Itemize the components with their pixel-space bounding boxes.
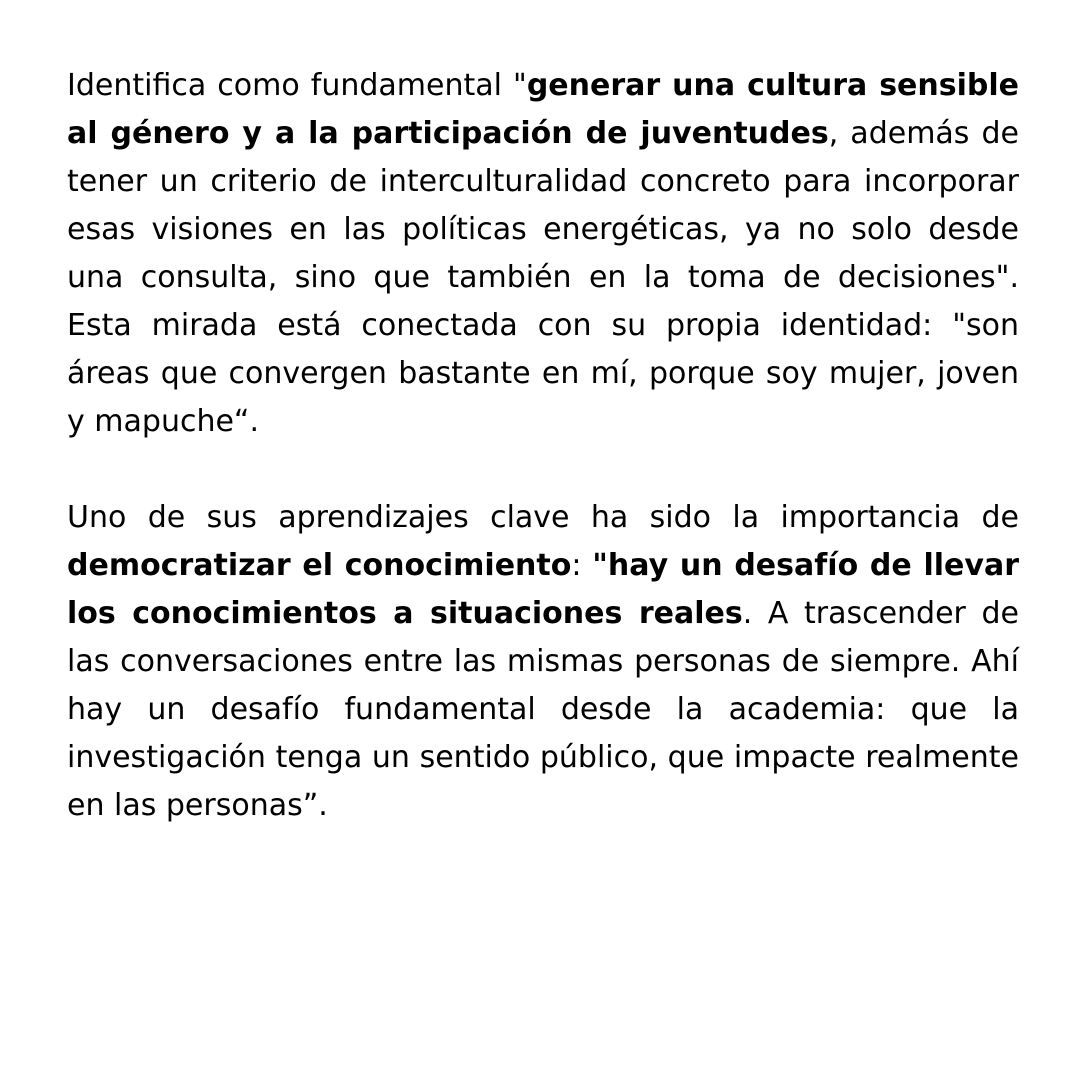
paragraph-2-text-2: : bbox=[571, 548, 593, 583]
paragraph-2-text-3: . A trascender de las conversaciones entre las mismas personas de siempre. Ahí hay un desafío fundamental desde la academia: que la investigación tenga un sentido público, que impacte realmente en las personas”. bbox=[67, 596, 1019, 823]
paragraph-democratize bbox=[67, 494, 1019, 830]
paragraph-1-bold-1: generar una cultura sensible al género y a la participación de juventudes bbox=[67, 68, 1020, 151]
paragraph-2-bold-1: democratizar el conocimiento bbox=[67, 548, 572, 583]
paragraph-1-text-1: Identifica como fundamental " bbox=[67, 68, 527, 103]
paragraph-1-text-2: , además de tener un criterio de interculturalidad concreto para incorporar esas visiones en las políticas energéticas, ya no solo desde una consulta, sino que también en la toma de decisiones". Esta mirada está conectada con su propia identidad: "son áreas que convergen bastante en mí, porque soy mujer, joven y mapuche“. bbox=[67, 116, 1020, 439]
paragraph-2-text-1: Uno de sus aprendizajes clave ha sido la importancia de bbox=[67, 500, 1019, 535]
paragraph-2-bold-2: "hay un desafío de llevar los conocimientos a situaciones reales bbox=[67, 548, 1019, 631]
article-body bbox=[67, 62, 1019, 830]
paragraph-identity bbox=[67, 62, 1019, 446]
